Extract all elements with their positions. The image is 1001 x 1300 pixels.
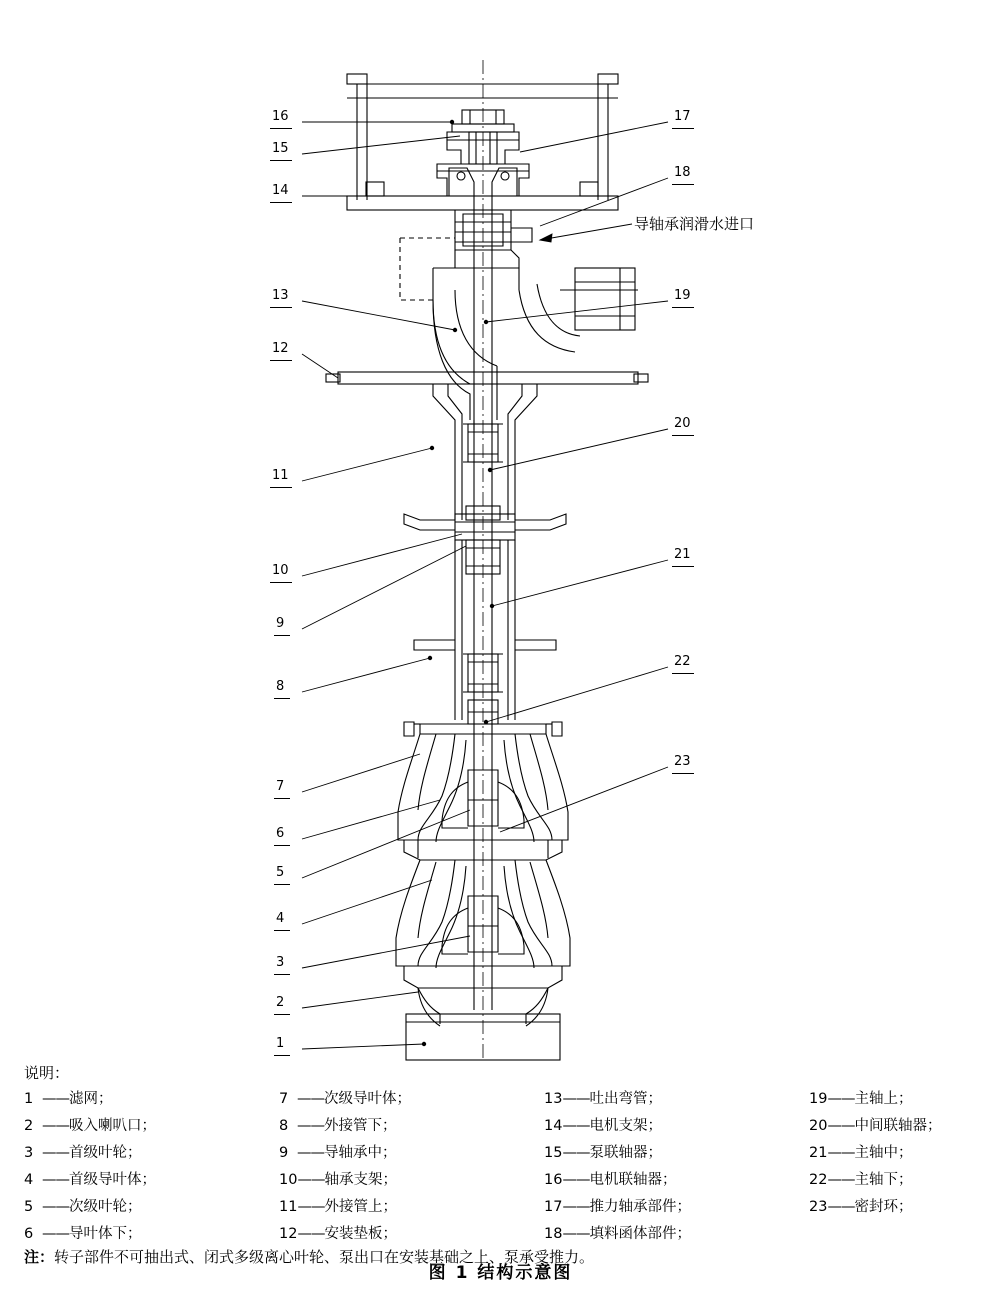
callout-underline: [274, 974, 290, 975]
legend-item-label: 外接管上；: [324, 1199, 397, 1215]
legend-item: 5 ——次级叶轮；: [24, 1194, 274, 1221]
legend-item-number: 16: [544, 1172, 563, 1188]
callout-14: 14: [272, 183, 289, 198]
legend-column-4: [809, 1086, 1001, 1221]
callout-underline: [270, 202, 292, 203]
legend-item-label: 外接管下；: [324, 1118, 397, 1134]
legend-item-label: 主轴下；: [854, 1172, 913, 1188]
callout-13: 13: [272, 288, 289, 303]
legend-item-number: 17: [544, 1199, 563, 1215]
callout-underline: [270, 582, 292, 583]
legend-block: [0, 1060, 1001, 1266]
callout-underline: [672, 128, 694, 129]
legend-item-number: 14: [544, 1118, 563, 1134]
legend-item-number: 5: [24, 1199, 34, 1215]
legend-item-label: 中间联轴器；: [854, 1118, 942, 1134]
legend-item: 18——填料函体部件；: [544, 1221, 794, 1248]
legend-item-label: 吐出弯管；: [589, 1091, 662, 1107]
callout-underline: [270, 160, 292, 161]
callout-12: 12: [272, 341, 289, 356]
legend-note-label: 注：: [24, 1248, 55, 1266]
legend-item-number: 10: [279, 1172, 298, 1188]
legend-item-label: 次级导叶体；: [324, 1091, 411, 1107]
callout-underline: [672, 566, 694, 567]
callout-underline: [274, 635, 290, 636]
callout-underline: [672, 673, 694, 674]
callout-underline: [274, 884, 290, 885]
legend-item: 21——主轴中；: [809, 1140, 1001, 1167]
legend-item-number: 19: [809, 1091, 828, 1107]
legend-item-label: 电机联轴器；: [589, 1172, 677, 1188]
callout-21: 21: [674, 547, 691, 562]
legend-item-number: 18: [544, 1226, 563, 1242]
legend-item-label: 吸入喇叭口；: [69, 1118, 156, 1134]
callout-4: 4: [276, 911, 285, 926]
callout-underline: [274, 845, 290, 846]
legend-item-number: 8: [279, 1118, 289, 1134]
legend-item-label: 泵联轴器；: [589, 1145, 662, 1161]
legend-item-number: 9: [279, 1145, 289, 1161]
callout-7: 7: [276, 779, 285, 794]
callout-underline: [274, 1055, 290, 1056]
callout-2: 2: [276, 995, 285, 1010]
bearing-lubrication-water-inlet-label: 导轴承润滑水进口: [634, 215, 755, 233]
callout-5: 5: [276, 865, 285, 880]
callout-underline: [274, 698, 290, 699]
legend-item: 17——推力轴承部件；: [544, 1194, 794, 1221]
legend-column-2: [279, 1086, 529, 1248]
legend-item: 19——主轴上；: [809, 1086, 1001, 1113]
legend-item-label: 首级叶轮；: [69, 1145, 142, 1161]
callout-20: 20: [674, 416, 691, 431]
legend-item: 1 ——滤网；: [24, 1086, 274, 1113]
callout-17: 17: [674, 109, 691, 124]
legend-item: 12——安装垫板；: [279, 1221, 529, 1248]
callout-underline: [270, 487, 292, 488]
legend-item: 16——电机联轴器；: [544, 1167, 794, 1194]
legend-item-label: 主轴中；: [854, 1145, 913, 1161]
legend-item: 13——吐出弯管；: [544, 1086, 794, 1113]
legend-item-number: 1: [24, 1091, 34, 1107]
legend-item-label: 安装垫板；: [324, 1226, 397, 1242]
legend-item-number: 23: [809, 1199, 828, 1215]
callout-8: 8: [276, 679, 285, 694]
legend-item: 22——主轴下；: [809, 1167, 1001, 1194]
legend-item: 2 ——吸入喇叭口；: [24, 1113, 274, 1140]
legend-item-number: 3: [24, 1145, 34, 1161]
callout-9: 9: [276, 616, 285, 631]
callout-underline: [274, 798, 290, 799]
legend-column-1: [24, 1086, 274, 1248]
callout-underline: [274, 1014, 290, 1015]
legend-item-label: 滤网；: [69, 1091, 113, 1107]
legend-item-label: 次级叶轮；: [69, 1199, 142, 1215]
legend-item-number: 13: [544, 1091, 563, 1107]
legend-title: 说明：: [24, 1064, 70, 1082]
callout-23: 23: [674, 754, 691, 769]
callout-16: 16: [272, 109, 289, 124]
legend-item: 20——中间联轴器；: [809, 1113, 1001, 1140]
legend-item-label: 推力轴承部件；: [589, 1199, 691, 1215]
callout-11: 11: [272, 468, 289, 483]
callout-underline: [672, 184, 694, 185]
callout-underline: [270, 307, 292, 308]
legend-item: 23——密封环；: [809, 1194, 1001, 1221]
legend-item-label: 首级导叶体；: [69, 1172, 156, 1188]
legend-item: 3 ——首级叶轮；: [24, 1140, 274, 1167]
legend-item-label: 导轴承中；: [324, 1145, 397, 1161]
legend-item-number: 15: [544, 1145, 563, 1161]
callout-underline: [672, 435, 694, 436]
legend-item-number: 12: [279, 1226, 298, 1242]
callout-1: 1: [276, 1036, 285, 1051]
callout-6: 6: [276, 826, 285, 841]
callout-10: 10: [272, 563, 289, 578]
legend-item: 14——电机支架；: [544, 1113, 794, 1140]
legend-item: 6 ——导叶体下；: [24, 1221, 274, 1248]
callout-underline: [274, 930, 290, 931]
legend-item-number: 20: [809, 1118, 828, 1134]
callout-underline: [270, 360, 292, 361]
callout-22: 22: [674, 654, 691, 669]
callout-underline: [672, 773, 694, 774]
callout-3: 3: [276, 955, 285, 970]
legend-item-label: 主轴上；: [854, 1091, 913, 1107]
callout-19: 19: [674, 288, 691, 303]
legend-item-label: 导叶体下；: [69, 1226, 142, 1242]
legend-item-number: 4: [24, 1172, 34, 1188]
legend-item-label: 密封环；: [854, 1199, 913, 1215]
legend-item: 9 ——导轴承中；: [279, 1140, 529, 1167]
legend-item-number: 11: [279, 1199, 298, 1215]
legend-item-number: 22: [809, 1172, 828, 1188]
figure-caption: 图 1 结构示意图: [428, 1263, 573, 1283]
legend-item-number: 21: [809, 1145, 828, 1161]
legend-item: 4 ——首级导叶体；: [24, 1167, 274, 1194]
legend-item: 11——外接管上；: [279, 1194, 529, 1221]
legend-note-text: 转子部件不可抽出式、闭式多级离心叶轮、泵出口在安装基础之上、泵承受推力。: [54, 1248, 595, 1266]
legend-item: 8 ——外接管下；: [279, 1113, 529, 1140]
callout-15: 15: [272, 141, 289, 156]
legend-item-number: 6: [24, 1226, 34, 1242]
legend-item: 10——轴承支架；: [279, 1167, 529, 1194]
legend-item: 7 ——次级导叶体；: [279, 1086, 529, 1113]
legend-item-label: 轴承支架；: [324, 1172, 397, 1188]
legend-item-number: 2: [24, 1118, 34, 1134]
legend-item-number: 7: [279, 1091, 289, 1107]
legend-item-label: 填料函体部件；: [589, 1226, 691, 1242]
legend-column-3: [544, 1086, 794, 1248]
callout-underline: [270, 128, 292, 129]
callout-18: 18: [674, 165, 691, 180]
legend-item-label: 电机支架；: [589, 1118, 662, 1134]
callout-underline: [672, 307, 694, 308]
legend-item: 15——泵联轴器；: [544, 1140, 794, 1167]
